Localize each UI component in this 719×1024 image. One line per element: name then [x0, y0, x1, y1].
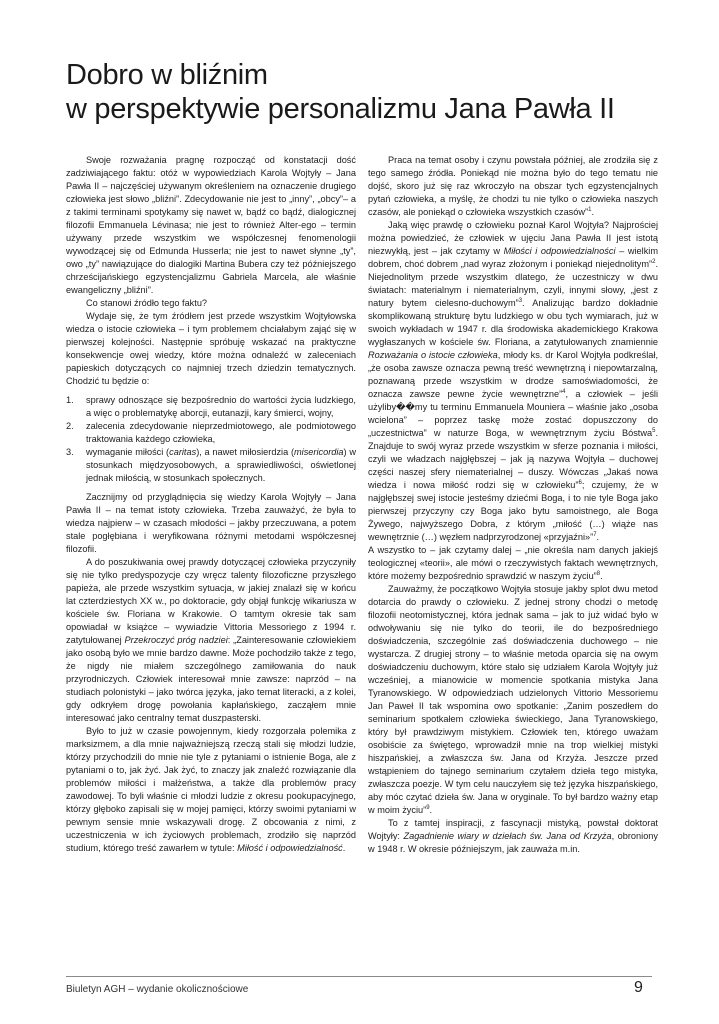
footer-divider: [66, 976, 652, 977]
footnote-ref: 3: [518, 297, 523, 304]
footnote-ref: 7: [593, 531, 597, 538]
publication-name: Biuletyn AGH – wydanie okolicznościowe: [66, 984, 249, 995]
left-column: [66, 154, 356, 855]
list-item-number: 2.: [66, 421, 74, 431]
topics-list: [66, 394, 356, 485]
footnote-ref: 2: [652, 258, 656, 265]
footnote-ref: 1: [588, 206, 592, 213]
list-item-number: 3.: [66, 447, 74, 457]
paragraph: A wszystko to – jak czytamy dalej – „nie określa nam danych jakiejś teologicznej «teorii», ale mówi o rzeczywistych faktach wewnętrznych, które możemy bezpośrednio sprawdzić w naszym życiu”$^8$.: [368, 545, 658, 581]
list-item: [66, 394, 356, 420]
title-line-1: Dobro w bliźnim: [66, 59, 268, 91]
page-number: 9: [634, 979, 643, 996]
paragraph: Zauważmy, że początkowo Wojtyła stosuje jakby splot dwu metod dotarcia do prawdy o człowieku. Z jednej strony chodzi o metodę filozofii neotomistycznej, która jednak sama – jak to już widać było w odwoływaniu się nie tylko do teorii, ile do bezpośredniego doświadczenia, szczególnie zaś doświadczenia duchowego – nie wystarcza. Z drugiej strony – to właśnie metoda oparcia się na owym doświadczeniu duchowym, które stało się udziałem Karola Wojtyły już wcześniej, a mianowicie w momencie spotkania mistyka Jana Tyranowskiego. W odpowiedziach udzielonych Vittorio Messoriemu Jan Paweł II tak wspomina owo spotkanie: „Zanim poszedłem do seminarium spotkałem człowieka świeckiego, Jana Tyranowskiego, który był prawdziwym mistykiem. Człowiek ten, którego uważam osobiście za świętego, wprowadził mnie na trop wielkiej mistyki hiszpańskiej, a zwłaszcza św. Jana od Krzyża. Jeszcze przed wstąpieniem do tajnego seminarium czytałem dzieła tego mistyka, zwłaszcza poezje. W tym celu nauczyłem się też języka hiszpańskiego, aby móc czytać dzieła św. Jana w oryginale. To był bardzo ważny etap w moim życiu”$^9$.: [368, 584, 658, 815]
list-item: [66, 420, 356, 446]
footnote-ref: 4: [562, 388, 566, 395]
paragraph: Swoje rozważania pragnę rozpocząć od konstatacji dość zadziwiającego faktu: otóż w wypowiedziach Karola Wojtyły – Jana Pawła II – najczęściej używanym określeniem na oznaczenie drugiego człowieka jest słowo „bliźni”. Zdecydowanie nie jest to „inny”, „obcy”– a z takimi terminami spotykamy się nawet w, bądź co bądź, dialogicznej filozofii Emmanuela Lévinasa; nie jest to również Alter-ego – termin używany przede wszystkim we współczesnej fenomenologii wywodzącej się od Edmunda Husserla; nie jest to nawet słynne „ty”, owo „ty” nawiązujące do dialogiki Martina Bubera czy też późniejszego chrześcijańskiego egzystencjalizmu Gabriela Marcela, ale właśnie ewangeliczny „bliźni”.: [66, 155, 356, 295]
footnote-ref: 9: [426, 804, 430, 811]
list-item-number: 1.: [66, 395, 74, 405]
footnote-ref: 6: [578, 479, 582, 486]
list-item-text: zalecenia zdecydowanie nieprzedmiotowego, ale podmiotowego traktowania każdego człowieka,: [86, 421, 356, 444]
paragraph: Zacznijmy od przyglądnięcia się wiedzy Karola Wojtyły – Jana Pawła II – na temat istoty człowieka. Trzeba zauważyć, że była to wiedza najpierw – w czasach młodości – jakby przeczuwana, a potem stale pogłębiana i weryfikowana różnymi metodami współczesnej filozofii.: [66, 492, 356, 554]
paragraph: Co stanowi źródło tego faktu?: [86, 298, 208, 308]
paragraph: Praca na temat osoby i czynu powstała później, ale zrodziła się z tego samego źródła. Poniekąd nie można było do tego tematu nie dojść, skoro już się raz wkroczyło na obszar tych egzystencjalnych pytań człowieka, a myślę, że chodzi tu nie tylko o człowieka naszych czasów, ale poniekąd o człowieka wszystkich czasów”$^1$.: [368, 155, 658, 217]
paragraph: A do poszukiwania owej prawdy dotyczącej człowieka przyczyniły się nie tylko predyspozycje czy wręcz talenty filozoficzne przyszłego papieża, ale przede wszystkim sytuacja, w jakiej znalazł się w końcu lat czterdziestych XX w., po doktoracie, gdy objął funkcję wikariusza w kościele św. Floriana w Krakowie. O tamtym okresie tak sam opowiadał w książce – wywiadzie Vittoria Messoriego z 1994 r. zatytułowanej Przekroczyć próg nadziei: „Zainteresowanie człowiekiem jako osobą było we mnie bardzo dawne. Może pochodziło także z tego, że nigdy nie miałem szczególnego zamiłowania do nauk przyrodniczych. Człowiek interesował mnie zawsze: naprzód – na studiach polonistyki – jako twórca języka, jako temat literacki, a z kolei, gdy odkryłem drogę powołania kapłańskiego, zacząłem mnie interesować jako centralny temat duszpasterski.: [66, 557, 356, 723]
list-item-text: sprawy odnoszące się bezpośrednio do wartości życia ludzkiego, a więc o problematykę aborcji, eutanazji, kary śmierci, wojny,: [86, 395, 356, 418]
footnote-ref: 8: [596, 570, 601, 577]
right-column: [368, 154, 658, 856]
article-title: [66, 58, 686, 126]
list-item: 3. wymaganie miłości (caritas), a nawet miłosierdzia (misericordia) w stosunkach międzyosobowych, a sprawiedliwości, oświetlonej jednak miłością, w stosunkach społecznych.: [66, 447, 356, 483]
title-line-2: w perspektywie personalizmu Jana Pawła II: [66, 93, 615, 125]
paragraph: Jaką więc prawdę o człowieku poznał Karol Wojtyła? Najprościej można powiedzieć, że człowiek w ujęciu Jana Pawła II jest istotą niezwykłą, jest – jak czytamy w Miłości i odpowiedzialności – wielkim dobrem, choć dobrem „nad wyraz złożonym i poniekąd niejednolitym”$^2$. Niejednolitym przede wszystkim dlatego, że uczestniczy w dwu światach: materialnym i niematerialnym, czyli, innymi słowy, „jest z natury bytem cielesno-duchowym”$^3$. Analizując bardzo dokładnie skomplikowaną strukturę bytu ludzkiego w obu tych wymiarach, już w swoich wykładach w 1947 r. dla środowiska akademickiego Krakowa wygłaszanych w kościele św. Floriana, a zatytułowanych znamiennie Rozważania o istocie człowieka, młody ks. dr Karol Wojtyła podkreślał, „że osoba zawsze oznacza pewną treść wewnętrzną i niepowtarzalną, poznawaną przede wszystkim w drodze samoświadomości, że oznacza zawsze pewne życie wewnętrzne”$^4$, a człowiek – jeśli użyliby��my tu terminu Emmanuela Mouniera – właśnie jako „osoba wcielona” – poprzez taskę może zostać dopuszczony do „uczestnictwa” w naturze Boga, w wewnętrznym życiu Bóstwa$^5$. Znajduje to swój wyraz przede wszystkim w sferze poznania i miłości, czyli we władzach najgłębszej – jak ją nazywa Wojtyła – duchowej części naszej sfery niematerialnej – duszy. Wówczas „Jakaś nowa wiedza i nowa miłość rodzi się w człowieku”$^6$; czujemy, że w najgłębszej swej istocie jesteśmy dziećmi Boga, i to nie tyle Boga jako pierwszej przyczyny czy Boga jako bytu samoistnego, ale Boga Żywego, najwyższego Dobra, z którym „miłość (…) wiąże nas wewnętrznie (…) węzłem nadprzyrodzonej «przyjaźni»”$^7$.: [368, 220, 658, 542]
footnote-ref: 5: [652, 427, 656, 434]
paragraph: To z tamtej inspiracji, z fascynacji mistyką, powstał doktorat Wojtyły: Zagadnienie wiary w dziełach św. Jana od Krzyża, obroniony w 1948 r. W okresie późniejszym, jak zauważa m.in.: [368, 818, 659, 854]
paragraph: Wydaje się, że tym źródłem jest przede wszystkim Wojtyłowska wiedza o istocie człowieka – i tym problemem chciałabym zająć się w pierwszej kolejności. Następnie spróbuję wskazać na praktyczne konsekwencje owej wiedzy, które można odnaleźć w zaleceniach papieskich dotyczących co najmniej trzech dziedzin tematycznych. Chodzić tu będzie o:: [66, 311, 356, 386]
paragraph: Było to już w czasie powojennym, kiedy rozgorzała polemika z marksizmem, a dla mnie najważniejszą rzeczą stali się młodzi ludzie, którzy przychodzili do mnie nie tyle z pytaniami o istnienie Boga, ale z pytaniami o to, jak żyć. Jak żyć, to znaczy jak znaleźć rozwiązanie dla problemów miłości i małżeństwa, a także dla problemów pracy zawodowej. To byli właśnie ci młodzi ludzie z okresu pookupacyjnego, którzy głęboko zapisali się w mojej pamięci, którzy swoimi pytaniami w pewnym sensie mnie wskazywali drogę. Z obcowania z nimi, z uczestniczenia w ich życiowych problemach, zrodziło się naprzód studium, którego treść zawarłem w tytule: Miłość i odpowiedzialność.: [66, 726, 356, 853]
